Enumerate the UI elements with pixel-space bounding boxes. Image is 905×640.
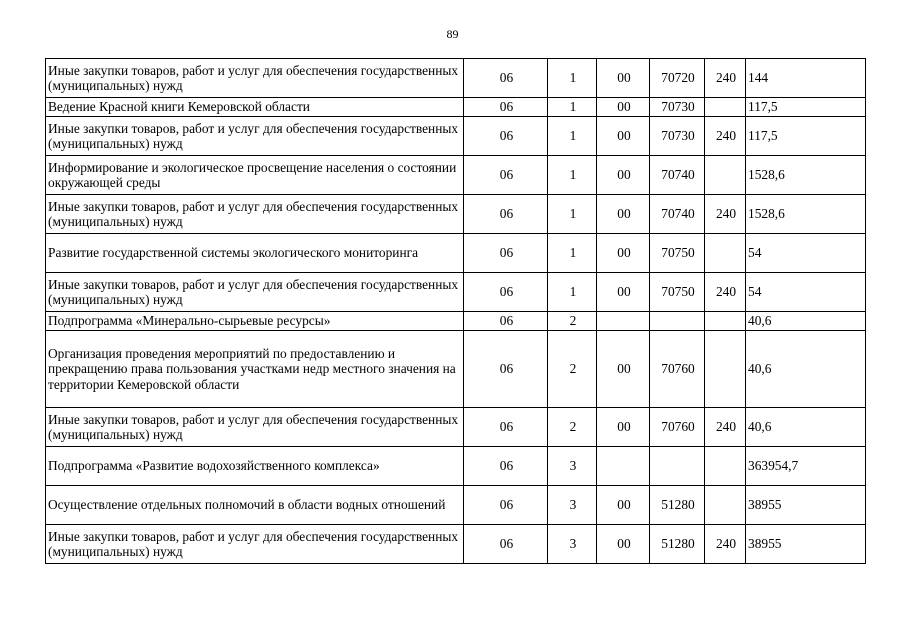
table-row: [46, 195, 866, 234]
row-name: Осуществление отдельных полномочий в области водных отношений: [46, 486, 464, 525]
expense-type-code: [705, 447, 746, 486]
budget-table: [45, 58, 866, 564]
row-name: Ведение Красной книги Кемеровской области: [46, 98, 464, 117]
article-code: 51280: [650, 486, 705, 525]
row-name: Развитие государственной системы экологического мониторинга: [46, 234, 464, 273]
table-row: [46, 156, 866, 195]
expense-type-code: 240: [705, 408, 746, 447]
row-name: Иные закупки товаров, работ и услуг для обеспечения государственных (муниципальных) нужд: [46, 195, 464, 234]
article-code: 70750: [650, 273, 705, 312]
article-code: 51280: [650, 525, 705, 564]
expense-type-code: [705, 486, 746, 525]
subprogram-code: 3: [548, 447, 597, 486]
section-code: 06: [464, 195, 548, 234]
group-code: 00: [597, 408, 650, 447]
amount: 1528,6: [746, 195, 866, 234]
section-code: 06: [464, 486, 548, 525]
subprogram-code: 1: [548, 273, 597, 312]
amount: 54: [746, 273, 866, 312]
section-code: 06: [464, 98, 548, 117]
expense-type-code: 240: [705, 195, 746, 234]
group-code: 00: [597, 156, 650, 195]
subprogram-code: 1: [548, 98, 597, 117]
article-code: 70750: [650, 234, 705, 273]
table-row: [46, 525, 866, 564]
expense-type-code: [705, 98, 746, 117]
expense-type-code: 240: [705, 117, 746, 156]
page-number: 89: [446, 27, 459, 41]
subprogram-code: 2: [548, 312, 597, 331]
group-code: 00: [597, 195, 650, 234]
amount: 117,5: [746, 98, 866, 117]
article-code: 70730: [650, 117, 705, 156]
table-row: [46, 98, 866, 117]
table-row: [46, 273, 866, 312]
expense-type-code: 240: [705, 59, 746, 98]
article-code: 70760: [650, 408, 705, 447]
table-row: [46, 234, 866, 273]
group-code: 00: [597, 525, 650, 564]
row-name: Иные закупки товаров, работ и услуг для обеспечения государственных (муниципальных) нужд: [46, 525, 464, 564]
row-name: Организация проведения мероприятий по предоставлению и прекращению права пользования участками недр местного значения на территории Кемеровской области: [46, 331, 464, 408]
section-code: 06: [464, 117, 548, 156]
row-name: Иные закупки товаров, работ и услуг для обеспечения государственных (муниципальных) нужд: [46, 408, 464, 447]
article-code: 70740: [650, 156, 705, 195]
expense-type-code: 240: [705, 525, 746, 564]
row-name: Иные закупки товаров, работ и услуг для обеспечения государственных (муниципальных) нужд: [46, 59, 464, 98]
section-code: 06: [464, 59, 548, 98]
group-code: 00: [597, 486, 650, 525]
subprogram-code: 3: [548, 525, 597, 564]
table-row: [46, 447, 866, 486]
subprogram-code: 1: [548, 59, 597, 98]
group-code: 00: [597, 273, 650, 312]
group-code: [597, 447, 650, 486]
group-code: 00: [597, 234, 650, 273]
amount: 40,6: [746, 312, 866, 331]
amount: 363954,7: [746, 447, 866, 486]
section-code: 06: [464, 331, 548, 408]
subprogram-code: 1: [548, 195, 597, 234]
expense-type-code: [705, 312, 746, 331]
section-code: 06: [464, 447, 548, 486]
expense-type-code: 240: [705, 273, 746, 312]
expense-type-code: [705, 234, 746, 273]
row-name: Подпрограмма «Развитие водохозяйственного комплекса»: [46, 447, 464, 486]
subprogram-code: 2: [548, 331, 597, 408]
group-code: 00: [597, 98, 650, 117]
article-code: 70720: [650, 59, 705, 98]
row-name: Информирование и экологическое просвещение населения о состоянии окружающей среды: [46, 156, 464, 195]
section-code: 06: [464, 234, 548, 273]
table-row: [46, 117, 866, 156]
expense-type-code: [705, 156, 746, 195]
article-code: 70740: [650, 195, 705, 234]
article-code: [650, 312, 705, 331]
table-row: [46, 408, 866, 447]
amount: 40,6: [746, 408, 866, 447]
section-code: 06: [464, 525, 548, 564]
section-code: 06: [464, 408, 548, 447]
subprogram-code: 3: [548, 486, 597, 525]
amount: 38955: [746, 525, 866, 564]
amount: 38955: [746, 486, 866, 525]
section-code: 06: [464, 156, 548, 195]
table-row: [46, 312, 866, 331]
group-code: [597, 312, 650, 331]
table-row: [46, 331, 866, 408]
row-name: Иные закупки товаров, работ и услуг для обеспечения государственных (муниципальных) нужд: [46, 117, 464, 156]
subprogram-code: 1: [548, 234, 597, 273]
group-code: 00: [597, 331, 650, 408]
amount: 54: [746, 234, 866, 273]
article-code: 70730: [650, 98, 705, 117]
article-code: [650, 447, 705, 486]
row-name: Подпрограмма «Минерально-сырьевые ресурсы»: [46, 312, 464, 331]
group-code: 00: [597, 117, 650, 156]
section-code: 06: [464, 312, 548, 331]
table-row: [46, 486, 866, 525]
subprogram-code: 1: [548, 117, 597, 156]
subprogram-code: 2: [548, 408, 597, 447]
table-row: [46, 59, 866, 98]
amount: 117,5: [746, 117, 866, 156]
section-code: 06: [464, 273, 548, 312]
row-name: Иные закупки товаров, работ и услуг для обеспечения государственных (муниципальных) нужд: [46, 273, 464, 312]
amount: 1528,6: [746, 156, 866, 195]
article-code: 70760: [650, 331, 705, 408]
amount: 144: [746, 59, 866, 98]
group-code: 00: [597, 59, 650, 98]
subprogram-code: 1: [548, 156, 597, 195]
amount: 40,6: [746, 331, 866, 408]
expense-type-code: [705, 331, 746, 408]
